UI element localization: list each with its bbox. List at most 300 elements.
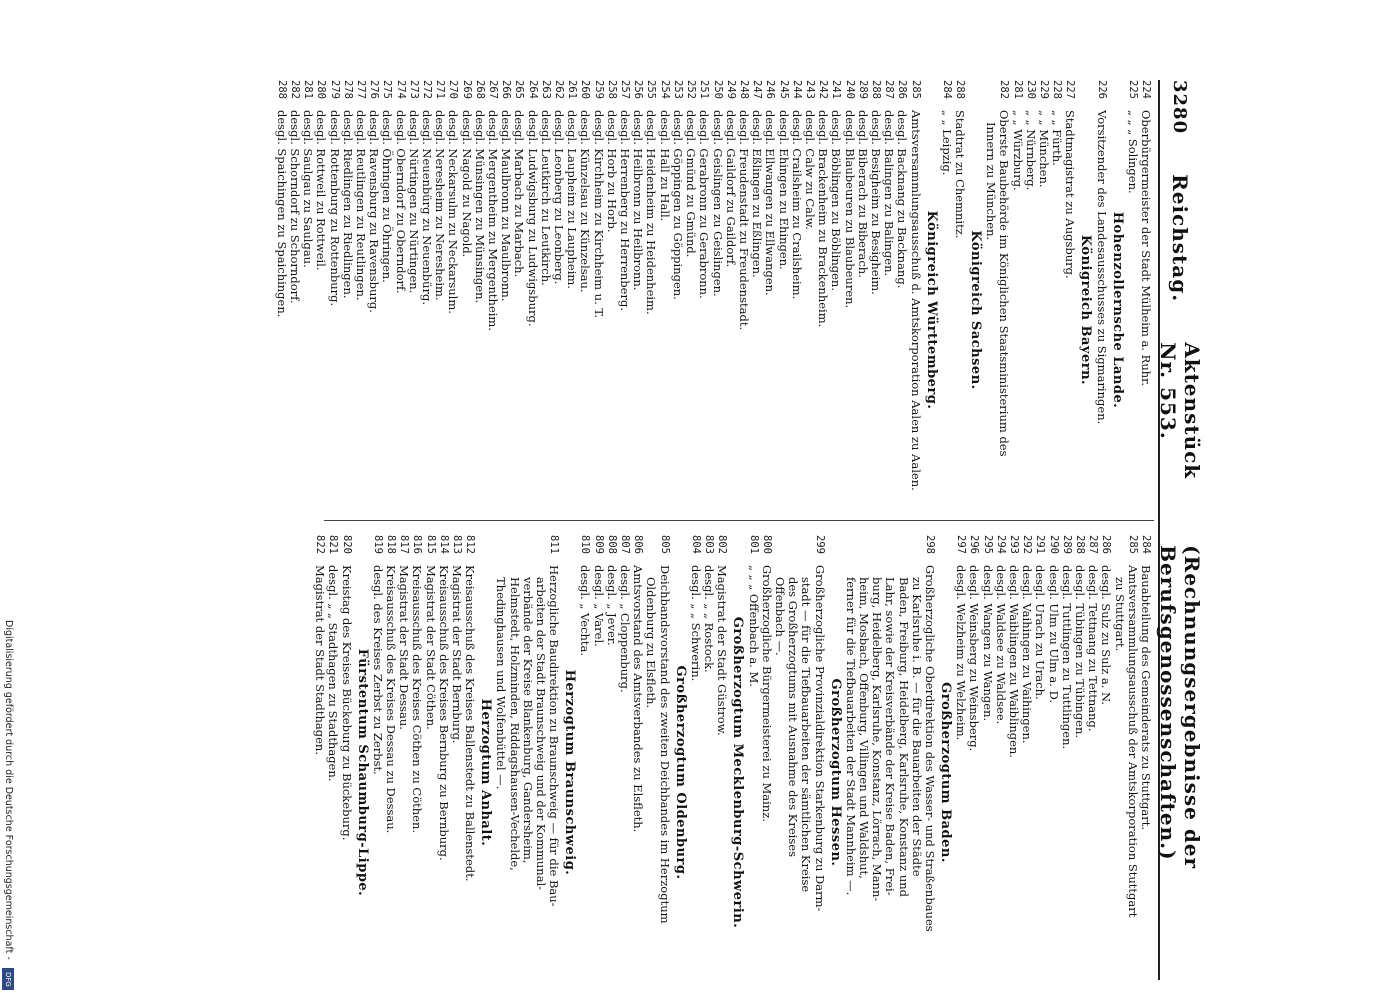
entry-number: 245 (777, 80, 790, 99)
entry-text: desgl. Besigheim zu Besigheim. (868, 110, 883, 295)
entry-text: desgl. Göppingen zu Göppingen. (670, 110, 685, 300)
entry-number: 269 (460, 80, 473, 99)
entry-text: desgl. Leutkirch zu Leutkirch. (538, 110, 553, 286)
entry-text: desgl. des Kreises Zerbst zu Zerbst. (370, 565, 385, 775)
list-entry (354, 80, 367, 510)
section-heading: Königreich Württemberg. (923, 210, 939, 410)
entry-number: 286 (896, 80, 909, 99)
entry-number: 288 (869, 80, 882, 99)
entry-number: 273 (407, 80, 420, 99)
list-entry (407, 80, 420, 510)
entry-text: Amtsvorstand des Amtsverbandes zu Elsfleth. (631, 565, 646, 833)
entry-number: 295 (981, 535, 994, 554)
entry-text: desgl. „ Varel. (591, 565, 606, 647)
entry-text: desgl. Heilbronn zu Heilbronn. (631, 110, 646, 291)
entry-number: 280 (315, 80, 328, 99)
list-entry (1073, 535, 1086, 980)
entry-continuation: zu Karlsruhe i. B. — für die Bauarbeiten der Städte (909, 577, 924, 877)
entry-text: Kreisausschuß des Kreises Cöthen zu Cöthen. (410, 565, 425, 834)
entry-text: desgl. „ „ Schwerin. (688, 565, 703, 682)
entry-text: desgl. Riedlingen zu Riedlingen. (340, 110, 355, 299)
list-entry (1046, 535, 1059, 980)
entry-text: Großherzogliche Bürgermeisterei zu Mainz. (759, 565, 774, 822)
entry-text: Magistrat der Stadt Dessau. (397, 565, 412, 730)
entry-number: 290 (1047, 535, 1060, 554)
list-entry (994, 535, 1007, 980)
entry-text: desgl. Spaichingen zu Spaichingen. (274, 110, 289, 318)
list-entry (446, 80, 459, 510)
list-entry (339, 535, 352, 980)
entry-text: „ „ „ Offenbach a. M. (746, 565, 761, 687)
entry-continuation: verbände der Kreise Blankenburg, Gandersheim, (520, 577, 535, 864)
entry-text: desgl. Ulm zu Ulm a. D. (1046, 565, 1061, 704)
entry-number: 225 (1126, 80, 1139, 99)
rotated-page (200, 80, 1204, 980)
entry-text: „ „ „ Solingen. (1125, 110, 1140, 194)
entry-text: desgl. Ravensburg zu Ravensburg. (367, 110, 382, 313)
entry-number: 265 (513, 80, 526, 99)
entry-continuation: heim, Mosbach, Offenburg, Villingen und Waldshut, (856, 577, 871, 879)
entry-text: desgl. Balingen zu Balingen. (882, 110, 897, 277)
list-entry (301, 80, 314, 510)
entry-text: Kreistag des Kreises Bückeburg zu Bückeburg. (339, 565, 354, 841)
entry-number: 247 (751, 80, 764, 99)
entry-continuation: stadt — für die Tiefbauarbeiten der sämtlichen Kreise (799, 577, 814, 893)
entry-text: desgl. „ Cloppenburg. (618, 565, 633, 693)
entry-text: desgl. Nürtingen zu Nürtingen. (406, 110, 421, 294)
list-entry (1010, 80, 1023, 510)
entry-number: 806 (632, 535, 645, 554)
list-entry (750, 80, 763, 510)
entry-number: 260 (579, 80, 592, 99)
list-entry (410, 535, 423, 980)
entry-text: desgl. Hall zu Hall. (657, 110, 672, 222)
entry-text: desgl. Ellwangen zu Ellwangen. (763, 110, 778, 296)
entry-text: desgl. Brackenheim zu Brackenheim. (816, 110, 831, 328)
section-heading: Großherzogtum Baden. (937, 682, 953, 863)
entry-text: desgl. Gmünd zu Gmünd. (684, 110, 699, 258)
entry-number: 800 (760, 535, 773, 554)
list-entry (433, 80, 446, 510)
list-entry (710, 80, 723, 510)
entry-number: 286 (1100, 535, 1113, 554)
entry-continuation: des Großherzogtums mit Ausnahme des Kreises (786, 577, 801, 857)
entry-number: 818 (385, 535, 398, 554)
entry-text: desgl. Crailsheim zu Crailsheim. (789, 110, 804, 300)
entry-continuation: Innern zu München. (984, 122, 999, 241)
list-entry (980, 535, 993, 980)
entry-text: desgl. Tuttlingen zu Tuttlingen. (1059, 565, 1074, 750)
header-center: Aktenstück Nr. 553. (1156, 342, 1204, 480)
list-entry (1139, 80, 1152, 510)
entry-number: 277 (355, 80, 368, 99)
entry-text: desgl. Neresheim zu Neresheim. (433, 110, 448, 301)
list-entry (326, 535, 339, 980)
entry-number: 224 (1140, 80, 1152, 99)
entry-text: desgl. Ehingen zu Ehingen. (776, 110, 791, 270)
list-entry (327, 80, 340, 510)
entry-text: desgl. Sulz zu Sulz a. N. (1099, 565, 1114, 706)
entry-text: Stadtmagistrat zu Augsburg. (1063, 110, 1078, 279)
list-entry (812, 535, 825, 980)
list-entry (997, 80, 1010, 510)
list-entry (314, 80, 327, 510)
entry-number: 226 (1095, 80, 1108, 99)
entry-number: 287 (883, 80, 896, 99)
entry-text: desgl. Geislingen zu Geislingen. (710, 110, 725, 297)
entry-number: 292 (1021, 535, 1034, 554)
entry-text: desgl. Mergentheim zu Mergentheim. (486, 110, 501, 331)
entry-number: 819 (371, 535, 384, 554)
entry-text: Kreisausschuß des Kreises Bernburg zu Bernburg. (436, 565, 451, 861)
entry-continuation: Baden, Freiburg, Heidelberg, Karlsruhe, Konstanz und (896, 577, 911, 898)
entry-number: 805 (658, 535, 671, 554)
section-heading: Herzogtum Anhalt. (478, 698, 494, 847)
list-entry (450, 535, 463, 980)
list-entry (816, 80, 829, 510)
list-entry (605, 80, 618, 510)
entry-text: desgl. Neuenbürg zu Neuenbürg. (420, 110, 435, 306)
list-entry (367, 80, 380, 510)
entry-number: 261 (566, 80, 579, 99)
entry-text: desgl. Gerabronn zu Gerabronn. (697, 110, 712, 299)
entry-text: desgl. Waiblingen zu Waiblingen. (1006, 565, 1021, 758)
entry-text: desgl. Waldsee zu Waldsee. (993, 565, 1008, 725)
list-entry (552, 80, 565, 510)
entry-text: Magistrat der Stadt Bernburg. (450, 565, 465, 744)
list-entry (658, 80, 671, 510)
list-entry (702, 535, 715, 980)
entry-number: 278 (341, 80, 354, 99)
entry-number: 287 (1087, 535, 1100, 554)
list-entry (954, 535, 967, 980)
entry-number: 255 (645, 80, 658, 99)
section-heading: Großherzogtum Mecklenburg-Schwerin. (730, 616, 746, 929)
list-entry (437, 535, 450, 980)
entry-number: 297 (955, 535, 968, 554)
entry-text: desgl. Oberndorf zu Oberndorf. (393, 110, 408, 294)
list-entry (923, 535, 936, 980)
entry-number: 272 (421, 80, 434, 99)
entry-text: desgl. Horb zu Horb. (604, 110, 619, 233)
entry-number: 257 (619, 80, 632, 99)
entry-text: Großherzogliche Provinzialdirektion Starkenburg zu Darm- (812, 565, 827, 912)
list-entry (842, 80, 855, 510)
list-entry (473, 80, 486, 510)
list-entry (737, 80, 750, 510)
list-entry (671, 80, 684, 510)
entry-text: Bauabteilung des Gemeinderats zu Stuttgart. (1139, 565, 1153, 831)
entry-text: Magistrat der Stadt Stadthagen. (313, 565, 328, 755)
entry-number: 821 (327, 535, 340, 554)
entry-number: 289 (856, 80, 869, 99)
entry-text: desgl. Heidenheim zu Heidenheim. (644, 110, 659, 315)
entry-text: desgl. Maulbronn zu Maulbronn. (499, 110, 514, 302)
header-right: (Rechnungsergebnisse der Berufsgenossenschaften.) (1156, 545, 1204, 870)
list-entry (644, 80, 657, 510)
column-right (313, 535, 1152, 980)
list-entry (776, 80, 789, 510)
list-entry (275, 80, 288, 510)
entry-text: Stadtrat zu Chemnitz. (952, 110, 967, 239)
entry-number: 248 (737, 80, 750, 99)
entry-number: 816 (411, 535, 424, 554)
list-entry (1007, 535, 1020, 980)
entry-number: 256 (632, 80, 645, 99)
list-entry (953, 80, 966, 510)
dfg-logo: DFG (2, 968, 14, 990)
entry-text: desgl. Rottweil zu Rottweil. (314, 110, 329, 271)
list-entry (499, 80, 512, 510)
list-entry (486, 80, 499, 510)
list-entry (420, 80, 433, 510)
list-entry (578, 80, 591, 510)
entry-text: desgl. Leonberg zu Leonberg. (552, 110, 567, 285)
list-entry (591, 80, 604, 510)
entry-number: 296 (968, 535, 981, 554)
entry-number: 275 (381, 80, 394, 99)
entry-text: „ „ Nürnberg. (1023, 110, 1038, 191)
entry-text: Herzogliche Baudirektion zu Braunschweig — für die Bau- (547, 565, 562, 907)
entry-number: 249 (724, 80, 737, 99)
list-entry (715, 535, 728, 980)
list-entry (940, 80, 953, 510)
entry-text: Vorsitzender des Landesausschusses zu Sigmaringen. (1094, 110, 1109, 425)
section-heading: Großherzogtum Hessen. (827, 678, 843, 867)
entry-number: 294 (994, 535, 1007, 554)
entry-text: Magistrat der Stadt Güstrow. (715, 565, 730, 736)
entry-number: 285 (909, 80, 922, 99)
list-entry (591, 535, 604, 980)
list-entry (459, 80, 472, 510)
list-entry (397, 535, 410, 980)
list-entry (684, 80, 697, 510)
entry-continuation: ferner für die Tiefbauarbeiten der Stadt Mannheim —. (843, 577, 858, 896)
entry-text: desgl. Ludwigsburg zu Ludwigsburg. (525, 110, 540, 327)
digitization-credit (0, 620, 14, 1000)
entry-number: 252 (685, 80, 698, 99)
list-entry (380, 80, 393, 510)
credit-text: Digitalisierung gefördert durch die Deutsche Forschungsgemeinschaft - (3, 620, 14, 960)
entry-number: 289 (1060, 535, 1073, 554)
list-entry (882, 80, 895, 510)
entry-number: 811 (548, 535, 561, 554)
list-entry (423, 535, 436, 980)
entry-text: desgl. Vaihingen zu Vaihingen. (1020, 565, 1035, 744)
entry-number: 291 (1034, 535, 1047, 554)
entry-number: 801 (747, 535, 760, 554)
entry-number: 812 (464, 535, 477, 554)
list-entry (746, 535, 759, 980)
entry-number: 253 (671, 80, 684, 99)
list-entry (618, 535, 631, 980)
list-entry (803, 80, 816, 510)
list-entry (512, 80, 525, 510)
section-heading: Großherzogtum Oldenburg. (672, 665, 688, 880)
entry-number: 820 (340, 535, 353, 554)
entry-text: desgl. Calw zu Calw. (802, 110, 817, 230)
list-entry (1060, 535, 1073, 980)
entry-number: 276 (368, 80, 381, 99)
entry-number: 802 (716, 535, 729, 554)
entry-number: 288 (953, 80, 966, 99)
entry-number: 288 (1073, 535, 1086, 554)
entry-continuation: zu Stuttgart. (1112, 577, 1127, 652)
header-left: Reichstag. (1168, 174, 1192, 303)
list-entry (1126, 535, 1139, 980)
entry-text: desgl. Saulgau zu Saulgau. (301, 110, 316, 268)
entry-number: 246 (764, 80, 777, 99)
list-entry (463, 535, 476, 980)
entry-continuation: Lahr, sowie der Kreisverbände der Kreise Baden, Frei- (883, 577, 898, 896)
entry-text: desgl. Laupheim zu Laupheim. (565, 110, 580, 289)
entry-text: desgl. Biberach zu Biberach. (855, 110, 870, 278)
entry-text: desgl. Backnang zu Backnang. (895, 110, 910, 289)
entry-text: desgl. Münsingen zu Münsingen. (472, 110, 487, 304)
list-entry (1099, 535, 1112, 980)
list-entry (605, 535, 618, 980)
entry-text: „ „ München. (1036, 110, 1051, 188)
entry-number: 262 (553, 80, 566, 99)
entry-number: 803 (703, 535, 716, 554)
list-entry (856, 80, 869, 510)
list-entry (313, 535, 326, 980)
entry-text: desgl. Eßlingen zu Eßlingen. (750, 110, 765, 278)
entry-text: Deichbandsvorstand des zweiten Deichbandes im Herzogtum (657, 565, 672, 924)
entry-text: desgl. Gaildorf zu Gaildorf. (723, 110, 738, 268)
entry-number: 299 (813, 535, 826, 554)
column-left (275, 80, 1152, 510)
entry-text: Großherzogliche Oberdirektion des Wasser- und Straßenbaues (922, 565, 937, 932)
list-entry (1050, 80, 1063, 510)
list-entry (547, 535, 560, 980)
entry-number: 810 (579, 535, 592, 554)
list-entry (908, 80, 921, 510)
entry-text: desgl. Freudenstadt zu Freudenstadt. (736, 110, 751, 331)
section-heading: Hohenzollernsche Lande. (1109, 211, 1125, 409)
list-entry (341, 80, 354, 510)
list-entry (1086, 535, 1099, 980)
entry-number: 813 (451, 535, 464, 554)
entry-number: 817 (398, 535, 411, 554)
list-entry (724, 80, 737, 510)
entry-number: 279 (328, 80, 341, 99)
entry-continuation: arbeiten der Stadt Braunschweig und der Kommunal- (534, 577, 549, 891)
entry-number: 288 (275, 80, 288, 99)
list-entry (1139, 535, 1152, 980)
entry-number: 240 (843, 80, 856, 99)
entry-number: 293 (1007, 535, 1020, 554)
list-entry (1063, 80, 1076, 510)
section-heading: Fürstentum Schaumburg-Lippe. (354, 648, 370, 897)
list-entry (565, 80, 578, 510)
entry-number: 282 (998, 80, 1011, 99)
entry-text: Oberste Baubehörde im Königlichen Staatsministerium des (997, 110, 1012, 457)
list-entry (658, 535, 671, 980)
list-entry (631, 535, 644, 980)
entry-number: 268 (473, 80, 486, 99)
entry-number: 251 (698, 80, 711, 99)
entry-text: desgl. „ „ Stadthagen zu Stadthagen. (326, 565, 341, 782)
section-heading: Herzogtum Braunschweig. (562, 669, 578, 876)
entry-number: 809 (592, 535, 605, 554)
entry-number: 282 (289, 80, 302, 99)
entry-text: desgl. Öhringen zu Öhringen. (380, 110, 395, 283)
entry-text: desgl. Herrenberg zu Herrenberg. (618, 110, 633, 311)
list-entry (1126, 80, 1139, 510)
list-entry (967, 535, 980, 980)
entry-text: desgl. Wangen zu Wangen. (980, 565, 995, 722)
entry-text: desgl. Kirchheim zu Kirchheim u. T. (591, 110, 606, 319)
entry-number: 241 (830, 80, 843, 99)
entry-text: desgl. „ Jever. (604, 565, 619, 646)
list-entry (371, 535, 384, 980)
entry-number: 281 (1011, 80, 1024, 99)
entry-number: 281 (302, 80, 315, 99)
entry-number: 267 (487, 80, 500, 99)
entry-text: Kreisausschuß des Kreises Dessau zu Dessau. (384, 565, 399, 834)
entry-continuation: burg, Heidelberg, Karlsruhe, Konstanz, Lörrach, Mann- (870, 577, 885, 902)
list-entry (829, 80, 842, 510)
entry-number: 822 (314, 535, 327, 554)
entry-number: 228 (1051, 80, 1064, 99)
entry-text: desgl. Weinsberg zu Weinsberg. (967, 565, 982, 752)
list-entry (697, 80, 710, 510)
entry-continuation: Thedinghausen und Wolfenbüttel —. (494, 577, 509, 790)
entry-text: desgl. Schorndorf zu Schorndorf. (288, 110, 303, 304)
entry-number: 244 (790, 80, 803, 99)
entry-continuation: Offenbach —. (772, 577, 787, 656)
entry-text: Amtsversammlungsausschuß der Amtskorporation Stuttgart (1125, 565, 1140, 918)
entry-text: desgl. Künzelsau zu Künzelsau. (578, 110, 593, 293)
entry-text: Amtsversammlungsausschuß d. Amtskorporation Aalen zu Aalen. (908, 110, 923, 491)
entry-number: 266 (500, 80, 513, 99)
entry-number: 815 (424, 535, 437, 554)
entry-number: 263 (539, 80, 552, 99)
entry-text: desgl. Urach zu Urach. (1033, 565, 1048, 700)
entry-number: 230 (1024, 80, 1037, 99)
column-divider (324, 520, 1154, 521)
entry-continuation: Helmstedt, Holzminden, Riddagshausen-Vechelde, (507, 577, 522, 871)
section-heading: Königreich Bayern. (1078, 234, 1094, 386)
list-entry (539, 80, 552, 510)
entry-number: 264 (526, 80, 539, 99)
list-entry (1037, 80, 1050, 510)
entry-text: desgl. Neckarsulm zu Neckarsulm. (446, 110, 461, 314)
entry-text: Magistrat der Stadt Cöthen. (423, 565, 438, 730)
entry-number: 250 (711, 80, 724, 99)
entry-text: desgl. Blaubeuren zu Blaubeuren. (842, 110, 857, 309)
entry-number: 285 (1126, 535, 1139, 554)
list-entry (393, 80, 406, 510)
list-entry (618, 80, 631, 510)
list-entry (525, 80, 538, 510)
entry-number: 242 (817, 80, 830, 99)
entry-number: 254 (658, 80, 671, 99)
list-entry (763, 80, 776, 510)
list-entry (631, 80, 644, 510)
entry-text: Oberbürgermeister der Stadt Mülheim a. Ruhr. (1139, 110, 1153, 387)
page-number: 3280 (1169, 80, 1191, 135)
list-entry (869, 80, 882, 510)
list-entry (790, 80, 803, 510)
entry-number: 274 (394, 80, 407, 99)
list-entry (689, 535, 702, 980)
list-entry (578, 535, 591, 980)
entry-text: desgl. Marbach zu Marbach. (512, 110, 527, 278)
list-entry (760, 535, 773, 980)
entry-number: 804 (689, 535, 702, 554)
